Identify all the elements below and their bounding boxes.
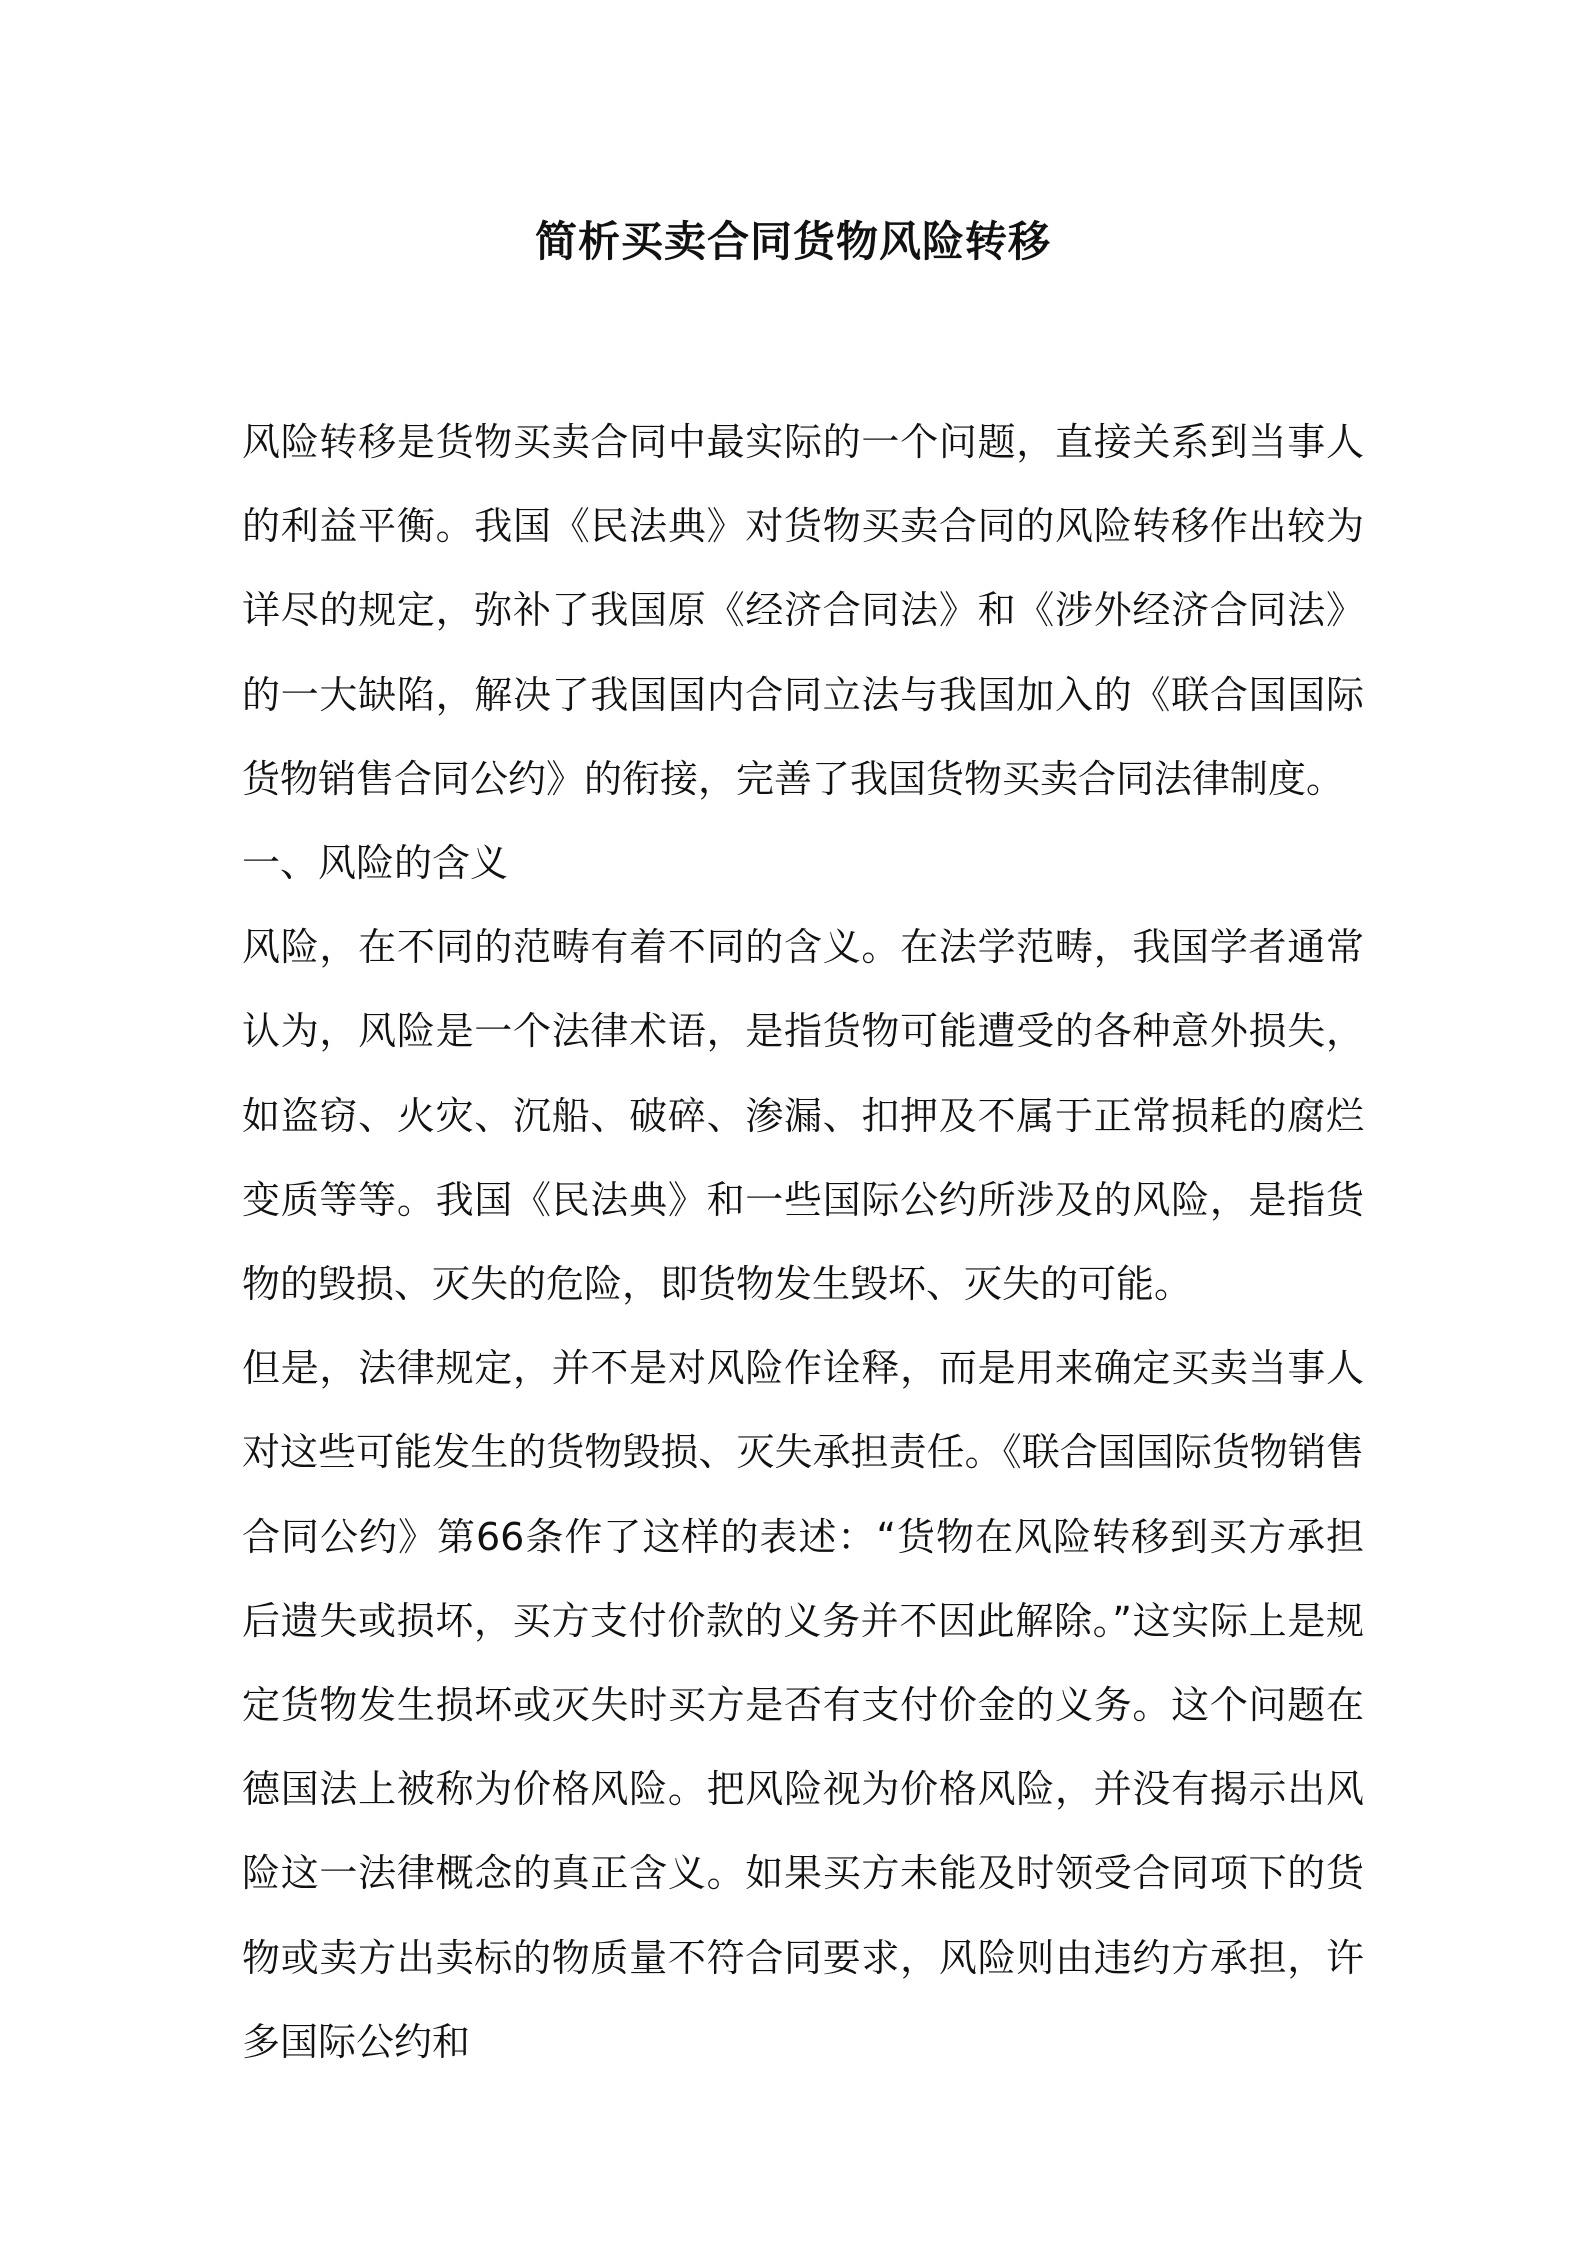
paragraph-risk-meaning: 风险，在不同的范畴有着不同的含义。在法学范畴，我国学者通常认为，风险是一个法律术语，是指货物可能遭受的各种意外损失，如盗窃、火灾、沉船、破碎、渗漏、扣押及不属于正常损耗的腐烂变质等等。我国《民法典》和一些国际公约所涉及的风险，是指货物的毁损、灭失的危险，即货物发生毁坏、灭失的可能。 (242, 925, 1364, 1307)
document-body (242, 400, 1364, 2084)
document-title: 简析买卖合同货物风险转移 (534, 217, 1051, 266)
paragraph-intro: 风险转移是货物买卖合同中最实际的一个问题，直接关系到当事人的利益平衡。我国《民法典》对货物买卖合同的风险转移作出较为详尽的规定，弥补了我国原《经济合同法》和《涉外经济合同法》的一大缺陷，解决了我国国内合同立法与我国加入的《联合国国际货物销售合同公约》的衔接，完善了我国货物买卖合同法律制度。 (242, 420, 1364, 801)
paragraph-price-risk: 但是，法律规定，并不是对风险作诠释，而是用来确定买卖当事人对这些可能发生的货物毁损、灭失承担责任。《联合国国际货物销售合同公约》第66条作了这样的表述：“货物在风险转移到买方承担后遗失或损坏，买方支付价款的义务并不因此解除。”这实际上是规定货物发生损坏或灭失时买方是否有支付价金的义务。这个问题在德国法上被称为价格风险。把风险视为价格风险，并没有揭示出风险这一法律概念的真正含义。如果买方未能及时领受合同项下的货物或卖方出卖标的物质量不符合同要求，风险则由违约方承担，许多国际公约和 (242, 1346, 1364, 2064)
section-heading: 一、风险的含义 (242, 841, 509, 886)
